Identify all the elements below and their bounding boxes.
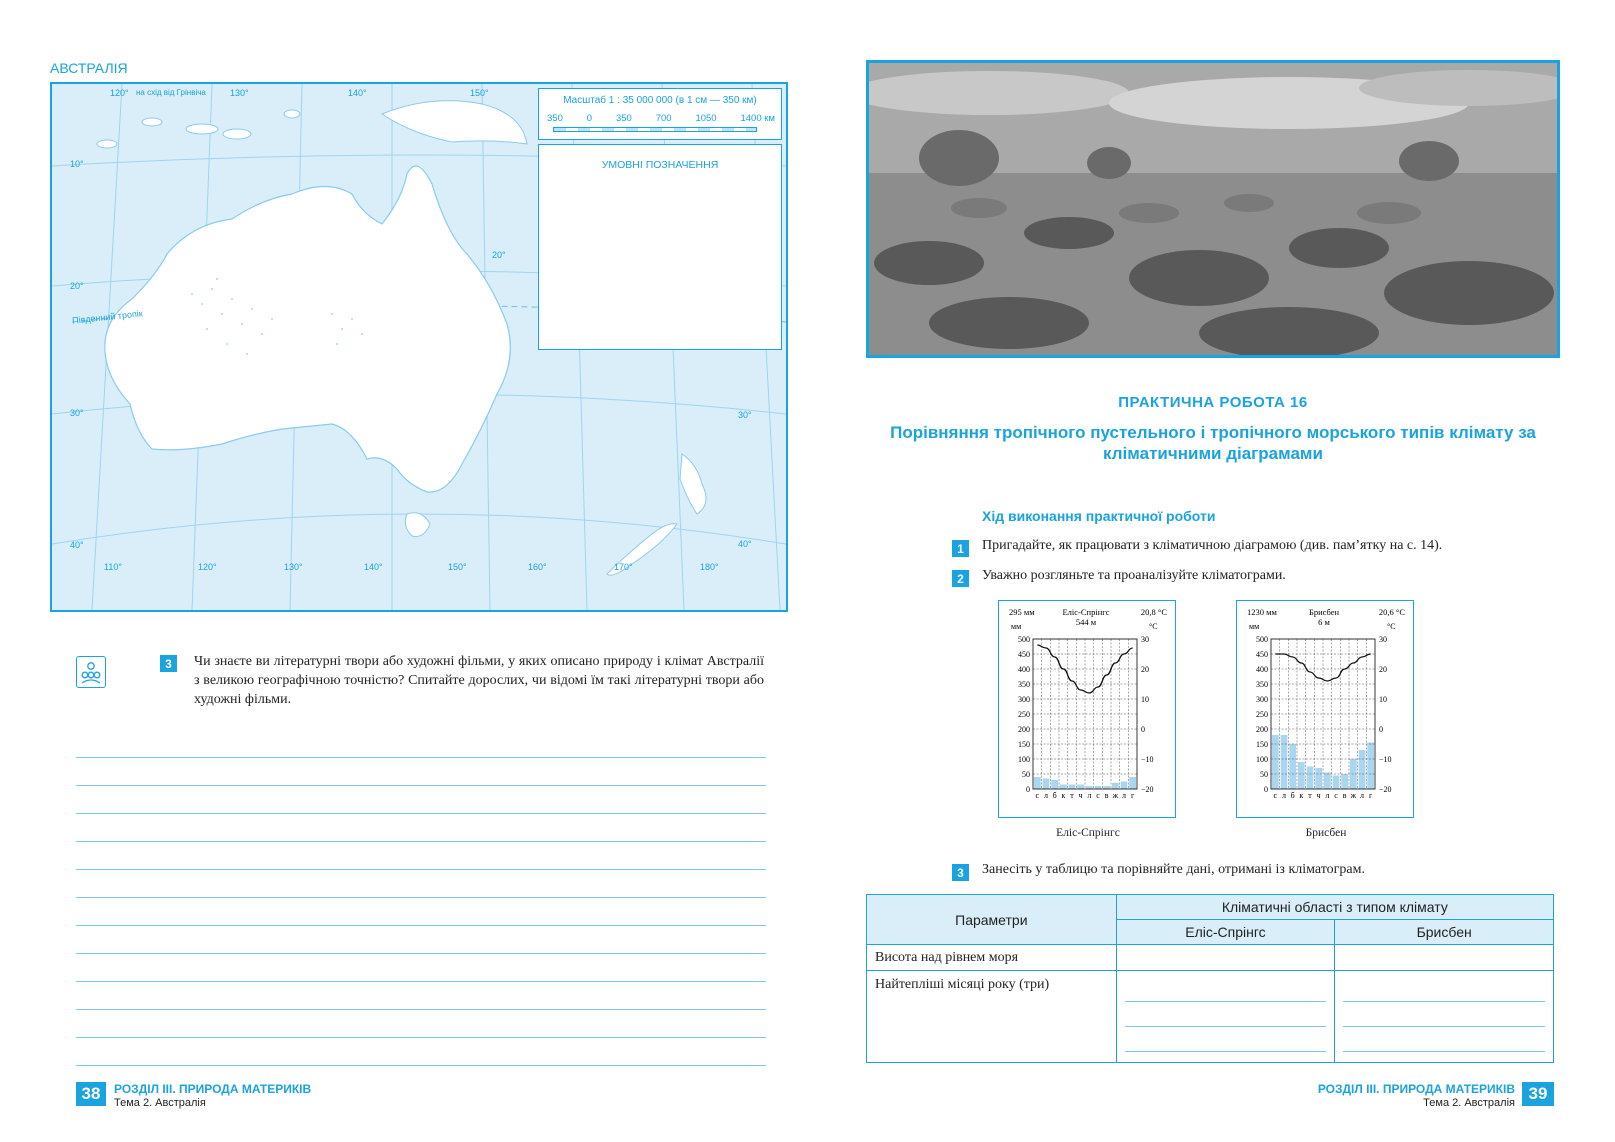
legend-title: УМОВНІ ПОЗНАЧЕННЯ xyxy=(601,159,719,171)
answer-line[interactable] xyxy=(1343,977,1545,1002)
comparison-table xyxy=(866,894,1554,1063)
header-alice-springs: Еліс-Спрінгс xyxy=(1116,920,1335,945)
step-3-badge: 3 xyxy=(952,864,969,881)
lon-label-bottom-120: 120° xyxy=(198,562,217,572)
lon-label-120: 120° xyxy=(110,88,129,98)
row-label-elevation: Висота над рівнем моря xyxy=(867,945,1117,971)
y-left-tick: 300 xyxy=(1018,695,1030,704)
lat-label-right-20: 20° xyxy=(492,250,506,260)
y-right-tick: 10 xyxy=(1141,695,1149,704)
y-left-tick: 300 xyxy=(1256,695,1268,704)
photo-drawing xyxy=(869,63,1557,355)
step-3-text: Занесіть у таблицю та порівняйте дані, отримані із кліматограм. xyxy=(982,862,1365,877)
month-label: л xyxy=(1360,791,1364,800)
climogram-alice-springs xyxy=(998,600,1176,839)
month-label: с xyxy=(1035,791,1040,800)
practical-work-subtitle: Порівняння тропічного пустельного і тропічного морського типів клімату за кліматичними діаграмами xyxy=(890,423,1536,463)
y-left-tick: 250 xyxy=(1018,710,1030,719)
answer-line[interactable] xyxy=(76,870,766,898)
y-left-tick: 50 xyxy=(1022,770,1030,779)
answer-lines[interactable] xyxy=(76,730,766,1066)
family-discussion-icon xyxy=(76,656,106,688)
y-left-tick: 0 xyxy=(1026,785,1030,794)
climogram-svg xyxy=(999,601,1174,816)
answer-line[interactable] xyxy=(76,1038,766,1066)
australia-contour-map[interactable] xyxy=(50,82,788,612)
answer-line[interactable] xyxy=(76,898,766,926)
month-label: г xyxy=(1131,791,1135,800)
y-left-tick: 500 xyxy=(1256,635,1268,644)
header-params: Параметри xyxy=(867,895,1117,945)
lat-label-30: 30° xyxy=(70,408,84,418)
page-number-right: 39 xyxy=(1522,1082,1554,1106)
precip-bar xyxy=(1289,744,1296,789)
y-left-tick: 400 xyxy=(1256,665,1268,674)
scale-mark: 700 xyxy=(655,113,672,124)
step-1-badge: 1 xyxy=(952,540,969,557)
y-right-tick: −10 xyxy=(1141,755,1154,764)
y-right-tick: 30 xyxy=(1379,635,1387,644)
month-label: ч xyxy=(1316,791,1321,800)
station-name: Еліс-Спрінгс xyxy=(1062,607,1110,617)
lon-label-bottom-130: 130° xyxy=(284,562,303,572)
month-label: с xyxy=(1334,791,1338,800)
precip-bar xyxy=(1298,762,1305,789)
month-label: с xyxy=(1096,791,1100,800)
step-2-badge: 2 xyxy=(952,570,969,587)
month-label: в xyxy=(1104,791,1109,800)
y-left-tick: 350 xyxy=(1018,680,1030,689)
precip-bar xyxy=(1367,743,1374,790)
month-label: в xyxy=(1342,791,1347,800)
footer-section-right: РОЗДІЛ ІІІ. ПРИРОДА МАТЕРИКІВ xyxy=(1317,1082,1515,1096)
climogram-svg xyxy=(1237,601,1412,816)
cell-elevation-brisbane[interactable] xyxy=(1335,945,1554,971)
scale-mark: 350 xyxy=(615,113,632,124)
map-scale-box xyxy=(538,88,782,140)
precip-bar xyxy=(1281,735,1288,789)
precip-bar xyxy=(1103,786,1110,789)
month-label: г xyxy=(1369,791,1373,800)
y-left-tick: 150 xyxy=(1256,740,1268,749)
precip-bar xyxy=(1077,785,1084,790)
y-left-tick: 500 xyxy=(1018,635,1030,644)
precip-bar xyxy=(1121,782,1128,790)
lat-label-right-40: 40° xyxy=(738,539,752,549)
month-label: к xyxy=(1299,791,1304,800)
answer-line[interactable] xyxy=(76,814,766,842)
precip-total: 1230 мм xyxy=(1247,607,1277,617)
precip-bar xyxy=(1051,780,1058,789)
procedure-title: Хід виконання практичної роботи xyxy=(982,508,1216,524)
footer-section-left: РОЗДІЛ ІІІ. ПРИРОДА МАТЕРИКІВ xyxy=(114,1082,312,1096)
row-label-warmest-months: Найтепліші місяці року (три) xyxy=(867,971,1117,1063)
month-label: с xyxy=(1273,791,1278,800)
y-left-unit: мм xyxy=(1249,622,1260,631)
y-right-unit: °С xyxy=(1149,622,1158,631)
y-right-tick: 20 xyxy=(1141,665,1149,674)
month-label: б xyxy=(1052,791,1057,800)
map-legend-box[interactable] xyxy=(538,144,782,350)
answer-line[interactable] xyxy=(1343,1002,1545,1027)
precip-bar xyxy=(1112,783,1119,789)
answer-line[interactable] xyxy=(76,758,766,786)
y-right-tick: 10 xyxy=(1379,695,1387,704)
people-icon xyxy=(80,660,102,684)
y-right-tick: 30 xyxy=(1141,635,1149,644)
y-right-unit: °С xyxy=(1387,622,1396,631)
answer-line[interactable] xyxy=(76,982,766,1010)
scale-mark: 1050 xyxy=(695,113,717,124)
answer-line[interactable] xyxy=(76,842,766,870)
avg-temperature: 20,8 °С xyxy=(1140,607,1167,617)
lon-label-150: 150° xyxy=(470,88,489,98)
step-1-text: Пригадайте, як працювати з кліматичною діаграмою (див. пам’ятку на с. 14). xyxy=(982,538,1443,553)
month-label: т xyxy=(1308,791,1312,800)
lon-label-bottom-170: 170° xyxy=(614,562,633,572)
lon-label-bottom-160: 160° xyxy=(528,562,547,572)
station-elevation: 544 м xyxy=(1075,617,1097,627)
footer-topic-right: Тема 2. Австралія xyxy=(1423,1097,1515,1109)
y-left-tick: 200 xyxy=(1018,725,1030,734)
y-left-tick: 250 xyxy=(1256,710,1268,719)
precip-bar xyxy=(1307,767,1314,790)
map-title: АВСТРАЛІЯ xyxy=(50,60,128,76)
y-left-tick: 350 xyxy=(1256,680,1268,689)
practical-work-title: ПРАКТИЧНА РОБОТА 16 xyxy=(1118,394,1308,411)
precip-bar xyxy=(1341,774,1348,789)
month-label: т xyxy=(1070,791,1074,800)
task-number-badge: 3 xyxy=(160,655,177,672)
y-left-unit: мм xyxy=(1011,622,1022,631)
footer-topic-left: Тема 2. Австралія xyxy=(114,1097,206,1109)
climogram-caption: Еліс-Спрінгс xyxy=(1056,827,1120,839)
precip-bar xyxy=(1043,779,1050,790)
answer-line[interactable] xyxy=(1125,1027,1327,1052)
climogram-caption: Брисбен xyxy=(1305,827,1347,839)
lat-label-10: 10° xyxy=(70,159,84,169)
y-left-tick: 100 xyxy=(1256,755,1268,764)
month-label: л xyxy=(1087,791,1092,800)
precip-bar xyxy=(1095,786,1102,789)
cell-elevation-alice[interactable] xyxy=(1116,945,1335,971)
task3-question: Чи знаєте ви літературні твори або художні фільми, у яких описано природу і клімат Австралії з великою географічною точністю? Спитайте дорослих, чи відомі їм такі літературні твори або художні фільми. xyxy=(194,654,764,707)
precip-bar xyxy=(1060,785,1067,790)
month-label: л xyxy=(1044,791,1048,800)
lat-label-20: 20° xyxy=(70,281,84,291)
y-left-tick: 0 xyxy=(1264,785,1268,794)
precip-bar xyxy=(1272,735,1279,789)
precip-bar xyxy=(1359,750,1366,789)
month-label: л xyxy=(1282,791,1286,800)
month-label: к xyxy=(1061,791,1066,800)
lon-label-140: 140° xyxy=(348,88,367,98)
lon-label-bottom-180: 180° xyxy=(700,562,719,572)
scale-mark: 0 xyxy=(586,113,593,124)
climogram-brisbane xyxy=(1236,600,1414,839)
scale-title: Масштаб 1 : 35 000 000 (в 1 см — 350 км) xyxy=(563,95,757,106)
y-left-tick: 450 xyxy=(1256,650,1268,659)
header-climate-group: Кліматичні області з типом клімату xyxy=(1116,895,1553,920)
tropic-label: Південний тропік xyxy=(71,308,144,326)
lon-label-bottom-150: 150° xyxy=(448,562,467,572)
answer-line[interactable] xyxy=(1125,977,1327,1002)
y-left-tick: 150 xyxy=(1018,740,1030,749)
month-label: б xyxy=(1290,791,1295,800)
greenwich-label: на схід від Грінвіча xyxy=(136,88,206,97)
answer-line[interactable] xyxy=(1125,1002,1327,1027)
precip-total: 295 мм xyxy=(1009,607,1035,617)
y-right-tick: −20 xyxy=(1141,785,1154,794)
month-label: л xyxy=(1325,791,1330,800)
answer-line[interactable] xyxy=(76,786,766,814)
station-name: Брисбен xyxy=(1308,607,1340,617)
scale-mark: 1400 км xyxy=(740,113,775,124)
page-number-left: 38 xyxy=(76,1082,106,1106)
avg-temperature: 20,6 °С xyxy=(1378,607,1405,617)
y-left-tick: 200 xyxy=(1256,725,1268,734)
month-label: ч xyxy=(1078,791,1083,800)
answer-line[interactable] xyxy=(76,1010,766,1038)
precip-bar xyxy=(1315,768,1322,789)
station-elevation: 6 м xyxy=(1318,617,1330,627)
scale-bar xyxy=(553,127,757,132)
lon-label-130: 130° xyxy=(230,88,249,98)
y-right-tick: 20 xyxy=(1379,665,1387,674)
lat-label-right-30: 30° xyxy=(738,410,752,420)
scale-mark: 350 xyxy=(547,113,563,124)
precip-bar xyxy=(1324,773,1331,790)
lon-label-bottom-140: 140° xyxy=(364,562,383,572)
precip-bar xyxy=(1086,786,1093,789)
y-right-tick: 0 xyxy=(1141,725,1145,734)
y-right-tick: −20 xyxy=(1379,785,1392,794)
month-label: ж xyxy=(1112,791,1119,800)
lat-label-40: 40° xyxy=(70,540,84,550)
scale-marks xyxy=(547,113,775,124)
month-label: л xyxy=(1122,791,1126,800)
header-brisbane: Брисбен xyxy=(1335,920,1554,945)
lon-label-bottom-110: 110° xyxy=(104,562,122,572)
answer-line[interactable] xyxy=(1343,1027,1545,1052)
step-2-text: Уважно розгляньте та проаналізуйте кліматограми. xyxy=(982,568,1286,583)
y-left-tick: 100 xyxy=(1018,755,1030,764)
precip-bar xyxy=(1129,777,1136,789)
y-right-tick: 0 xyxy=(1379,725,1383,734)
answer-line[interactable] xyxy=(76,926,766,954)
precip-bar xyxy=(1333,776,1340,790)
y-right-tick: −10 xyxy=(1379,755,1392,764)
answer-line[interactable] xyxy=(76,954,766,982)
precip-bar xyxy=(1034,777,1041,789)
y-left-tick: 400 xyxy=(1018,665,1030,674)
cell-warmest-alice[interactable] xyxy=(1116,971,1335,1063)
y-left-tick: 50 xyxy=(1260,770,1268,779)
cell-warmest-brisbane[interactable] xyxy=(1335,971,1554,1063)
y-left-tick: 450 xyxy=(1018,650,1030,659)
answer-line[interactable] xyxy=(76,730,766,758)
spinifex-desert-photo xyxy=(866,60,1560,358)
month-label: ж xyxy=(1350,791,1357,800)
precip-bar xyxy=(1069,785,1076,790)
